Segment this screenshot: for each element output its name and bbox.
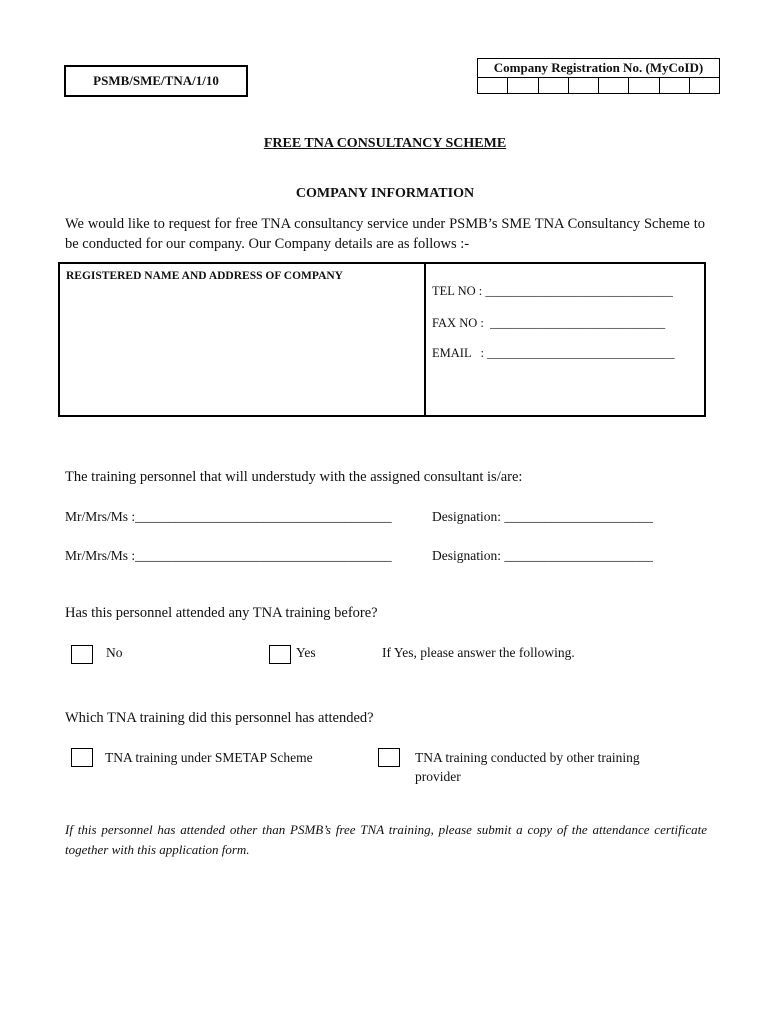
page-title: FREE TNA CONSULTANCY SCHEME [263,136,507,151]
registration-cells[interactable] [478,78,719,94]
tel-field[interactable]: TEL NO : ______________________________ [432,284,673,298]
registration-cell[interactable] [569,78,599,94]
registration-cell[interactable] [478,78,508,94]
designation-field-1[interactable]: Designation: ______________________ [432,509,653,524]
registration-cell[interactable] [629,78,659,94]
fax-field[interactable]: FAX NO : ____________________________ [432,316,666,330]
registration-cell[interactable] [690,78,719,94]
registration-cell[interactable] [660,78,690,94]
designation-field-2[interactable]: Designation: ______________________ [432,548,653,563]
company-info-table [58,262,706,417]
personnel-prompt: The training personnel that will understudy with the assigned consultant is/are: [65,469,523,485]
name-address-label: REGISTERED NAME AND ADDRESS OF COMPANY [66,270,343,282]
smetap-checkbox[interactable] [71,748,93,767]
registration-label: Company Registration No. (MyCoID) [478,59,719,78]
other-provider-label-line2: provider [415,769,461,784]
name-address-field[interactable] [60,264,426,415]
registration-cell[interactable] [508,78,538,94]
attendance-note: If this personnel has attended other than PSMB’s free TNA training, please submit a copy of the attendance certificate together with this application form. [65,822,707,857]
question-attended-before: Has this personnel attended any TNA training before? [65,605,378,621]
other-provider-checkbox[interactable] [378,748,400,767]
other-provider-label-line1: TNA training conducted by other training [415,750,640,765]
if-yes-instruction: If Yes, please answer the following. [382,645,575,660]
registration-number-box [477,58,720,94]
smetap-label: TNA training under SMETAP Scheme [105,750,313,765]
form-code: PSMB/SME/TNA/1/10 [64,65,248,97]
personnel-name-field-2[interactable]: Mr/Mrs/Ms :______________________________________ [65,548,392,563]
no-label: No [106,645,123,660]
section-title: COMPANY INFORMATION [295,186,475,201]
question-which-training: Which TNA training did this personnel has attended? [65,710,374,726]
yes-checkbox[interactable] [269,645,291,664]
registration-cell[interactable] [539,78,569,94]
contact-details [426,264,704,415]
yes-label: Yes [296,645,316,660]
intro-paragraph: We would like to request for free TNA consultancy service under PSMB’s SME TNA Consultancy Scheme to be conducted for our company. Our Company details are as follows :- [65,216,705,252]
personnel-name-field-1[interactable]: Mr/Mrs/Ms :______________________________________ [65,509,392,524]
email-field[interactable]: EMAIL : ______________________________ [432,346,675,360]
registration-cell[interactable] [599,78,629,94]
no-checkbox[interactable] [71,645,93,664]
